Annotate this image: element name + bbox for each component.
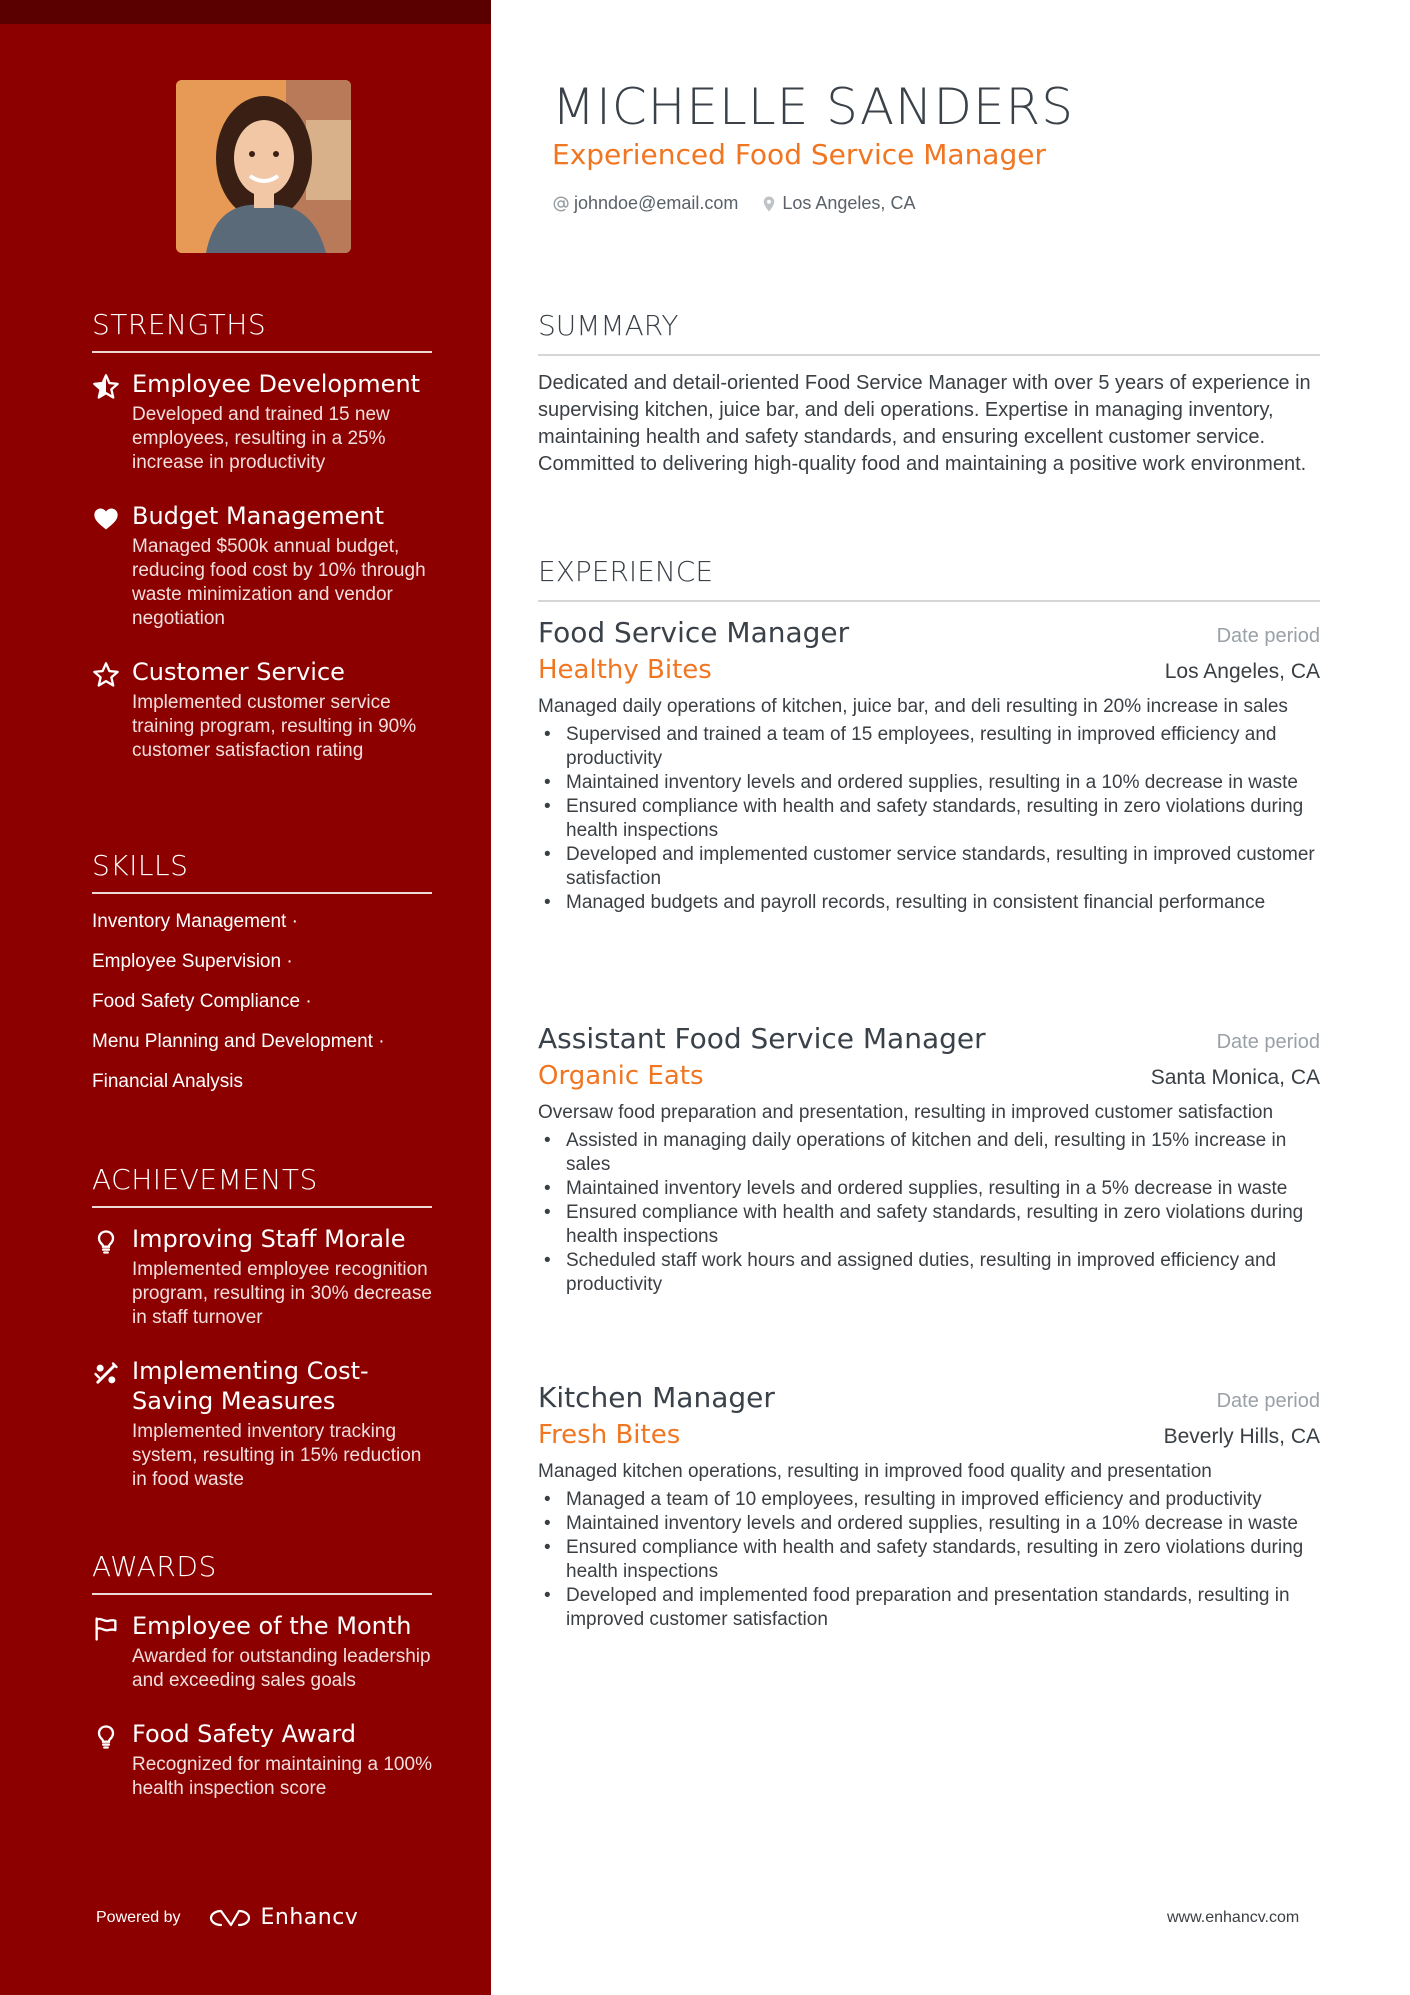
job-bullets [538,1488,1320,1632]
job-company: Healthy Bites [538,655,712,685]
job-bullet: • Maintained inventory levels and ordered supplies, resulting in a 10% decrease in waste [538,771,1320,795]
job-bullet: • Ensured compliance with health and safety standards, resulting in zero violations during health inspections [538,1201,1320,1249]
powered-by-label: Powered by [96,1908,181,1926]
flag-icon [92,1615,120,1643]
percent-tag-icon [92,1360,120,1388]
job-bullet: • Maintained inventory levels and ordered supplies, resulting in a 5% decrease in waste [538,1177,1320,1201]
website-link[interactable]: www.enhancv.com [1167,1909,1300,1926]
at-icon [552,195,570,213]
award-title: Food Safety Award [132,1720,357,1748]
star-outline-icon [92,661,120,689]
achievements-section [92,1163,432,1518]
sidebar-top-bar [0,0,491,24]
strength-desc: Developed and trained 15 new employees, resulting in a 25% increase in productivity [132,404,390,473]
job-bullet: • Scheduled staff work hours and assigned duties, resulting in improved efficiency and productivity [538,1249,1320,1297]
skills-section [92,849,432,1110]
job-company: Organic Eats [538,1061,704,1091]
job-date: Date period [1216,625,1320,647]
lightbulb-icon [92,1723,120,1751]
contact-email[interactable] [552,193,738,214]
award-item [92,1719,432,1801]
email-text: johndoe@email.com [574,193,739,213]
achievement-title: Improving Staff Morale [132,1225,406,1253]
job-bullet: • Developed and implemented food preparation and presentation standards, resulting in improved customer satisfaction [538,1584,1320,1632]
powered-by [96,1905,358,1930]
award-item [92,1611,432,1693]
job-location: Los Angeles, CA [1164,660,1320,683]
job-description: Oversaw food preparation and presentation, resulting in improved customer satisfaction [538,1102,1274,1123]
achievement-item [92,1224,432,1330]
job-entry [538,1381,1320,1632]
job-title: Kitchen Manager [538,1381,775,1414]
award-desc: Recognized for maintaining a 100% health inspection score [132,1754,432,1799]
job-title: Food Service Manager [538,616,850,649]
award-desc: Awarded for outstanding leadership and exceeding sales goals [132,1646,431,1691]
job-bullets [538,1129,1320,1297]
location-text: Los Angeles, CA [782,193,916,213]
job-description: Managed kitchen operations, resulting in improved food quality and presentation [538,1461,1212,1482]
achievements-heading: ACHIEVEMENTS [92,1163,432,1208]
candidate-name: MICHELLE SANDERS [552,78,1075,136]
awards-heading: AWARDS [92,1550,432,1595]
award-title: Employee of the Month [132,1612,412,1640]
skills-heading: SKILLS [92,849,432,894]
profile-photo [176,80,351,253]
experience-heading: EXPERIENCE [538,555,1320,602]
strength-title: Customer Service [132,658,345,686]
strengths-heading: STRENGTHS [92,308,432,353]
candidate-title: Experienced Food Service Manager [552,138,1046,171]
job-company: Fresh Bites [538,1420,681,1450]
lightbulb-icon [92,1228,120,1256]
strength-desc: Managed $500k annual budget, reducing food cost by 10% through waste minimization and vendor negotiation [132,536,426,629]
enhancv-brand-label: Enhancv [260,1905,359,1930]
job-bullet: • Assisted in managing daily operations of kitchen and deli, resulting in 15% increase in sales [538,1129,1320,1177]
sidebar [0,0,491,1995]
contact-info [552,193,937,214]
heart-icon [92,505,120,533]
enhancv-logo-icon [207,1907,253,1929]
job-date: Date period [1216,1390,1320,1412]
job-location: Santa Monica, CA [1150,1066,1320,1089]
strength-item [92,369,432,475]
strength-title: Employee Development [132,370,421,398]
contact-location [760,193,915,214]
job-bullet: • Managed a team of 10 employees, resulting in improved efficiency and productivity [538,1488,1320,1512]
achievement-desc: Implemented employee recognition program, resulting in 30% decrease in staff turnover [132,1259,432,1328]
job-bullet: • Developed and implemented customer service standards, resulting in improved customer satisfaction [538,843,1320,891]
awards-section [92,1550,432,1827]
job-date: Date period [1216,1031,1320,1053]
job-bullet: • Managed budgets and payroll records, resulting in consistent financial performance [538,891,1320,915]
job-entry [538,1022,1320,1297]
strengths-section [92,308,432,789]
skill-item: Menu Planning and Development · [92,1031,385,1052]
summary-heading: SUMMARY [538,309,1320,356]
job-location: Beverly Hills, CA [1163,1425,1320,1448]
enhancv-brand[interactable] [207,1905,359,1930]
job-bullets [538,723,1320,915]
star-half-icon [92,373,120,401]
job-bullet: • Supervised and trained a team of 15 employees, resulting in improved efficiency and productivity [538,723,1320,771]
skills-list [92,910,432,1094]
skill-item: Food Safety Compliance · [92,991,312,1012]
achievement-desc: Implemented inventory tracking system, resulting in 15% reduction in food waste [132,1421,422,1490]
job-bullet: • Ensured compliance with health and safety standards, resulting in zero violations during health inspections [538,1536,1320,1584]
achievement-title: Implementing Cost-Saving Measures [132,1357,369,1415]
achievement-item [92,1356,432,1492]
job-title: Assistant Food Service Manager [538,1022,986,1055]
strength-desc: Implemented customer service training program, resulting in 90% customer satisfaction rating [132,692,417,761]
job-entry [538,616,1320,915]
location-pin-icon [760,195,778,213]
job-bullet: • Ensured compliance with health and safety standards, resulting in zero violations during health inspections [538,795,1320,843]
job-bullet: • Maintained inventory levels and ordered supplies, resulting in a 10% decrease in waste [538,1512,1320,1536]
summary-text: Dedicated and detail-oriented Food Service Manager with over 5 years of experience in supervising kitchen, juice bar, and deli operations. Expertise in managing inventory, maintaining health and safety standards, and ensuring excellent customer service. Committed to delivering high-quality food and maintaining a positive work environment. [538,372,1311,475]
strength-item [92,501,432,631]
strength-item [92,657,432,763]
job-description: Managed daily operations of kitchen, juice bar, and deli resulting in 20% increase in sales [538,696,1288,717]
skill-item: Employee Supervision · [92,951,293,972]
skill-item: Financial Analysis [92,1071,244,1092]
strength-title: Budget Management [132,502,385,530]
skill-item: Inventory Management · [92,911,298,932]
